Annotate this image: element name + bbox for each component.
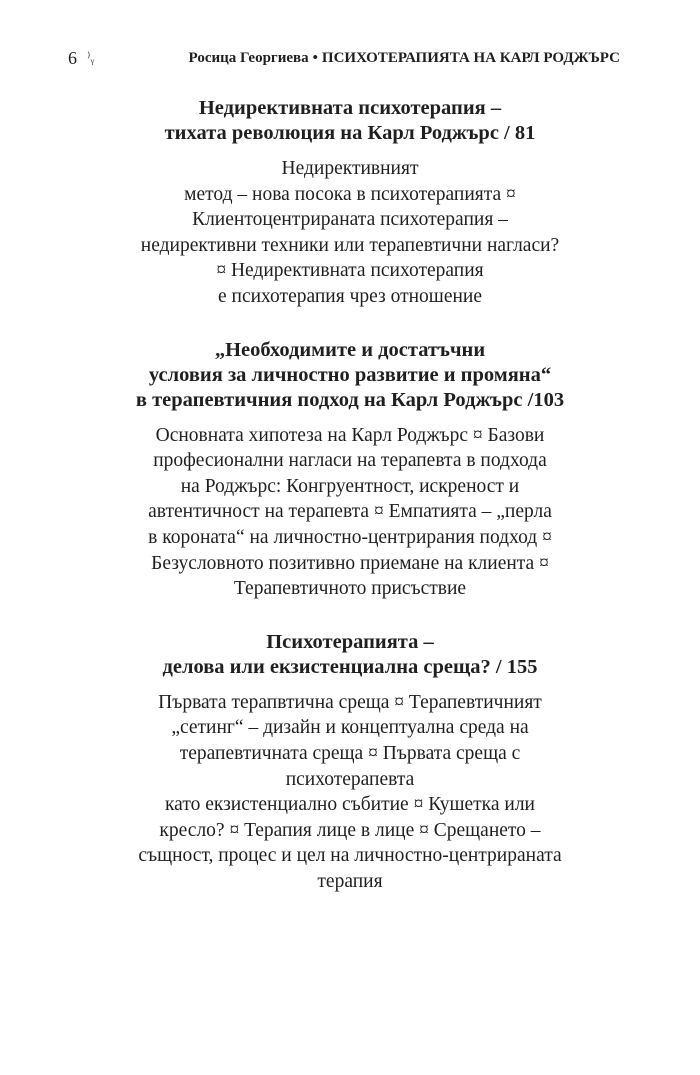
author-name: Росица Георгиева — [188, 49, 309, 66]
summary-line: терапия — [317, 870, 383, 892]
summary-line: същност, процес и цел на личностно-центрираната — [138, 845, 562, 867]
title-line: тихата революция на Карл Роджърс / 81 — [164, 122, 536, 144]
summary-line: като екзистенциално събитие ¤ Кушетка или — [165, 794, 535, 816]
section-summary — [100, 690, 600, 895]
title-line: в терапевтичния подход на Карл Роджърс /103 — [135, 388, 565, 411]
table-of-contents — [100, 96, 600, 922]
summary-line: Първата терапвтична среща ¤ Терапевтичният — [158, 691, 542, 713]
title-line: Недирективната психотерапия – — [198, 97, 502, 119]
summary-line: Основната хипотеза на Карл Роджърс ¤ Базови — [155, 424, 545, 446]
running-head — [189, 50, 620, 67]
summary-line: кресло? ¤ Терапия лице в лице ¤ Срещането – — [159, 819, 541, 841]
section-title — [100, 96, 600, 146]
section-summary — [100, 423, 600, 602]
summary-line: „сетинг“ – дизайн и концептуална среда на — [171, 717, 529, 739]
toc-section-3 — [100, 630, 600, 895]
summary-line: недирективни техники или терапевтични нагласи? — [140, 234, 560, 256]
toc-section-1 — [100, 96, 600, 310]
summary-line: Клиентоцентрираната психотерапия – — [192, 209, 508, 231]
summary-line: Недирективният — [281, 158, 419, 179]
page-number: 6 — [68, 47, 77, 68]
summary-line: Терапевтичното присъствие — [233, 578, 467, 600]
summary-line: на Роджърс: Конгруентност, искреност и — [180, 475, 520, 497]
summary-line: е психотерапия чрез отношение — [217, 285, 483, 307]
summary-line: автентичност на терапевта ¤ Емпатията – „перла — [148, 501, 552, 523]
summary-line: терапевтичната среща ¤ Първата среща с — [179, 742, 521, 764]
title-line: условия за личностно развитие и промяна“ — [148, 363, 552, 386]
title-line: Психотерапията – — [266, 630, 434, 653]
separator-bullet: • — [312, 49, 318, 66]
title-line: „Необходимите и достатъчни — [214, 338, 486, 361]
toc-section-2 — [100, 338, 600, 602]
section-title — [100, 338, 600, 413]
summary-line: ¤ Недирективната психотерапия — [216, 260, 484, 282]
summary-line: психотерапевта — [285, 768, 415, 790]
running-header — [68, 46, 620, 70]
book-title: ПСИХОТЕРАПИЯТА НА КАРЛ РОДЖЪРС — [321, 49, 620, 66]
summary-line: професионални нагласи на терапевта в подхода — [153, 450, 547, 472]
summary-line: в короната“ на личностно-центрирания подход ¤ — [148, 526, 552, 548]
section-summary — [100, 156, 600, 310]
summary-line: Безусловното позитивно приемане на клиента ¤ — [151, 552, 549, 574]
section-title — [100, 630, 600, 680]
title-line: делова или екзистенциална среща? / 155 — [162, 655, 538, 678]
ornament-icon: ⁾ᵧ — [87, 50, 95, 66]
summary-line: метод – нова посока в психотерапията ¤ — [184, 183, 516, 205]
